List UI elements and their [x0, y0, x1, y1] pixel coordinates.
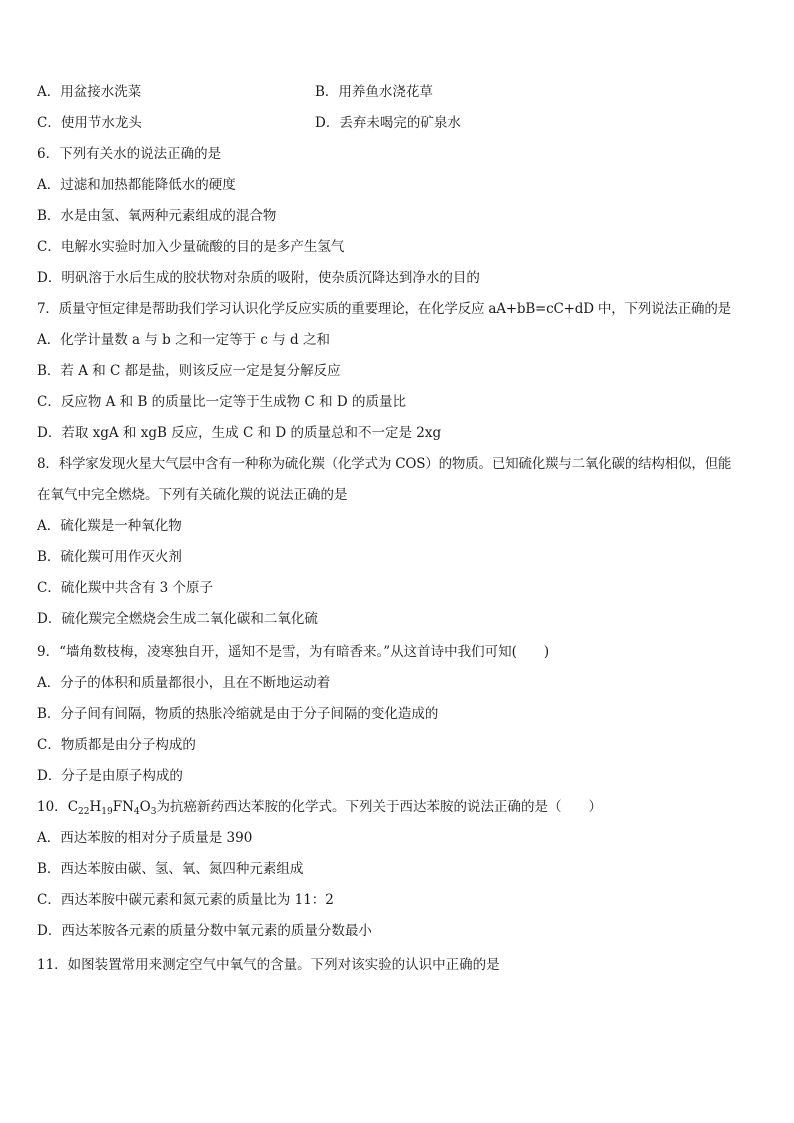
- q9-stem: 9．“墙角数枝梅，凌寒独自开，遥知不是雪，为有暗香来。”从这首诗中我们可知( ): [37, 644, 550, 660]
- q10-number: 10．: [37, 799, 68, 815]
- q8-option-c: C．硫化羰中共含有 3 个原子: [37, 580, 214, 596]
- formula-o: O: [139, 799, 151, 815]
- formula-h: H: [89, 799, 102, 815]
- formula-n-count: 4: [133, 807, 140, 817]
- q8-stem-line1: 8．科学家发现火星大气层中含有一种称为硫化羰（化学式为 COS）的物质。已知硫化羰与二氧化碳的结构相似，但能: [37, 456, 732, 472]
- q6-option-c: C．电解水实验时加入少量硫酸的目的是多产生氢气: [37, 239, 345, 255]
- q5-option-b: B．用养鱼水浇花草: [315, 84, 433, 100]
- formula-o-count: 3: [150, 807, 157, 817]
- q10-stem-text: 为抗癌新药西达苯胺的化学式。下列关于西达苯胺的说法正确的是（ ）: [156, 799, 602, 815]
- q9-option-a: A．分子的体积和质量都很小，且在不断地运动着: [37, 675, 331, 691]
- q10-formula: [68, 799, 157, 815]
- q7-stem: 7．质量守恒定律是帮助我们学习认识化学反应实质的重要理论，在化学反应 aA+bB=cC+dD 中，下列说法正确的是: [37, 301, 731, 317]
- q10-option-d: D．西达苯胺各元素的质量分数中氧元素的质量分数最小: [37, 923, 372, 939]
- q5-option-d: D．丢弃未喝完的矿泉水: [315, 115, 461, 131]
- q6-option-b: B．水是由氢、氧两种元素组成的混合物: [37, 208, 277, 224]
- q6-stem: 6．下列有关水的说法正确的是: [37, 146, 222, 162]
- q10-option-c: C．西达苯胺中碳元素和氮元素的质量比为 11：2: [37, 892, 334, 908]
- formula-c: C: [67, 799, 79, 815]
- q5-option-c: C．使用节水龙头: [37, 115, 142, 131]
- q8-option-d: D．硫化羰完全燃烧会生成二氧化碳和二氧化硫: [37, 611, 318, 627]
- q7-option-b: B．若 A 和 C 都是盐，则该反应一定是复分解反应: [37, 363, 341, 379]
- q5-option-a: A．用盆接水洗菜: [37, 84, 142, 100]
- q10-option-a: A．西达苯胺的相对分子质量是 390: [37, 830, 253, 846]
- formula-fn: FN: [112, 799, 134, 815]
- q9-option-d: D．分子是由原子构成的: [37, 768, 183, 784]
- q8-option-a: A．硫化羰是一种氧化物: [37, 518, 182, 534]
- q8-option-b: B．硫化羰可用作灭火剂: [37, 549, 182, 565]
- formula-c-count: 22: [78, 807, 90, 817]
- q6-option-d: D．明矾溶于水后生成的胶状物对杂质的吸附，使杂质沉降达到净水的目的: [37, 270, 480, 286]
- formula-h-count: 19: [101, 807, 113, 817]
- q8-stem-line2: 在氧气中完全燃烧。下列有关硫化羰的说法正确的是: [37, 487, 348, 503]
- q10-stem: [37, 797, 602, 817]
- q7-option-a: A．化学计量数 a 与 b 之和一定等于 c 与 d 之和: [37, 332, 330, 348]
- q7-option-d: D．若取 xgA 和 xgB 反应，生成 C 和 D 的质量总和不一定是 2xg: [37, 425, 442, 441]
- q7-option-c: C．反应物 A 和 B 的质量比一定等于生成物 C 和 D 的质量比: [37, 394, 406, 410]
- q11-stem: 11．如图装置常用来测定空气中氧气的含量。下列对该实验的认识中正确的是: [37, 957, 500, 973]
- q9-option-b: B．分子间有间隔，物质的热胀冷缩就是由于分子间隔的变化造成的: [37, 706, 439, 722]
- q9-option-c: C．物质都是由分子构成的: [37, 737, 196, 753]
- q10-option-b: B．西达苯胺由碳、氢、氧、氮四种元素组成: [37, 861, 304, 877]
- q6-option-a: A．过滤和加热都能降低水的硬度: [37, 177, 236, 193]
